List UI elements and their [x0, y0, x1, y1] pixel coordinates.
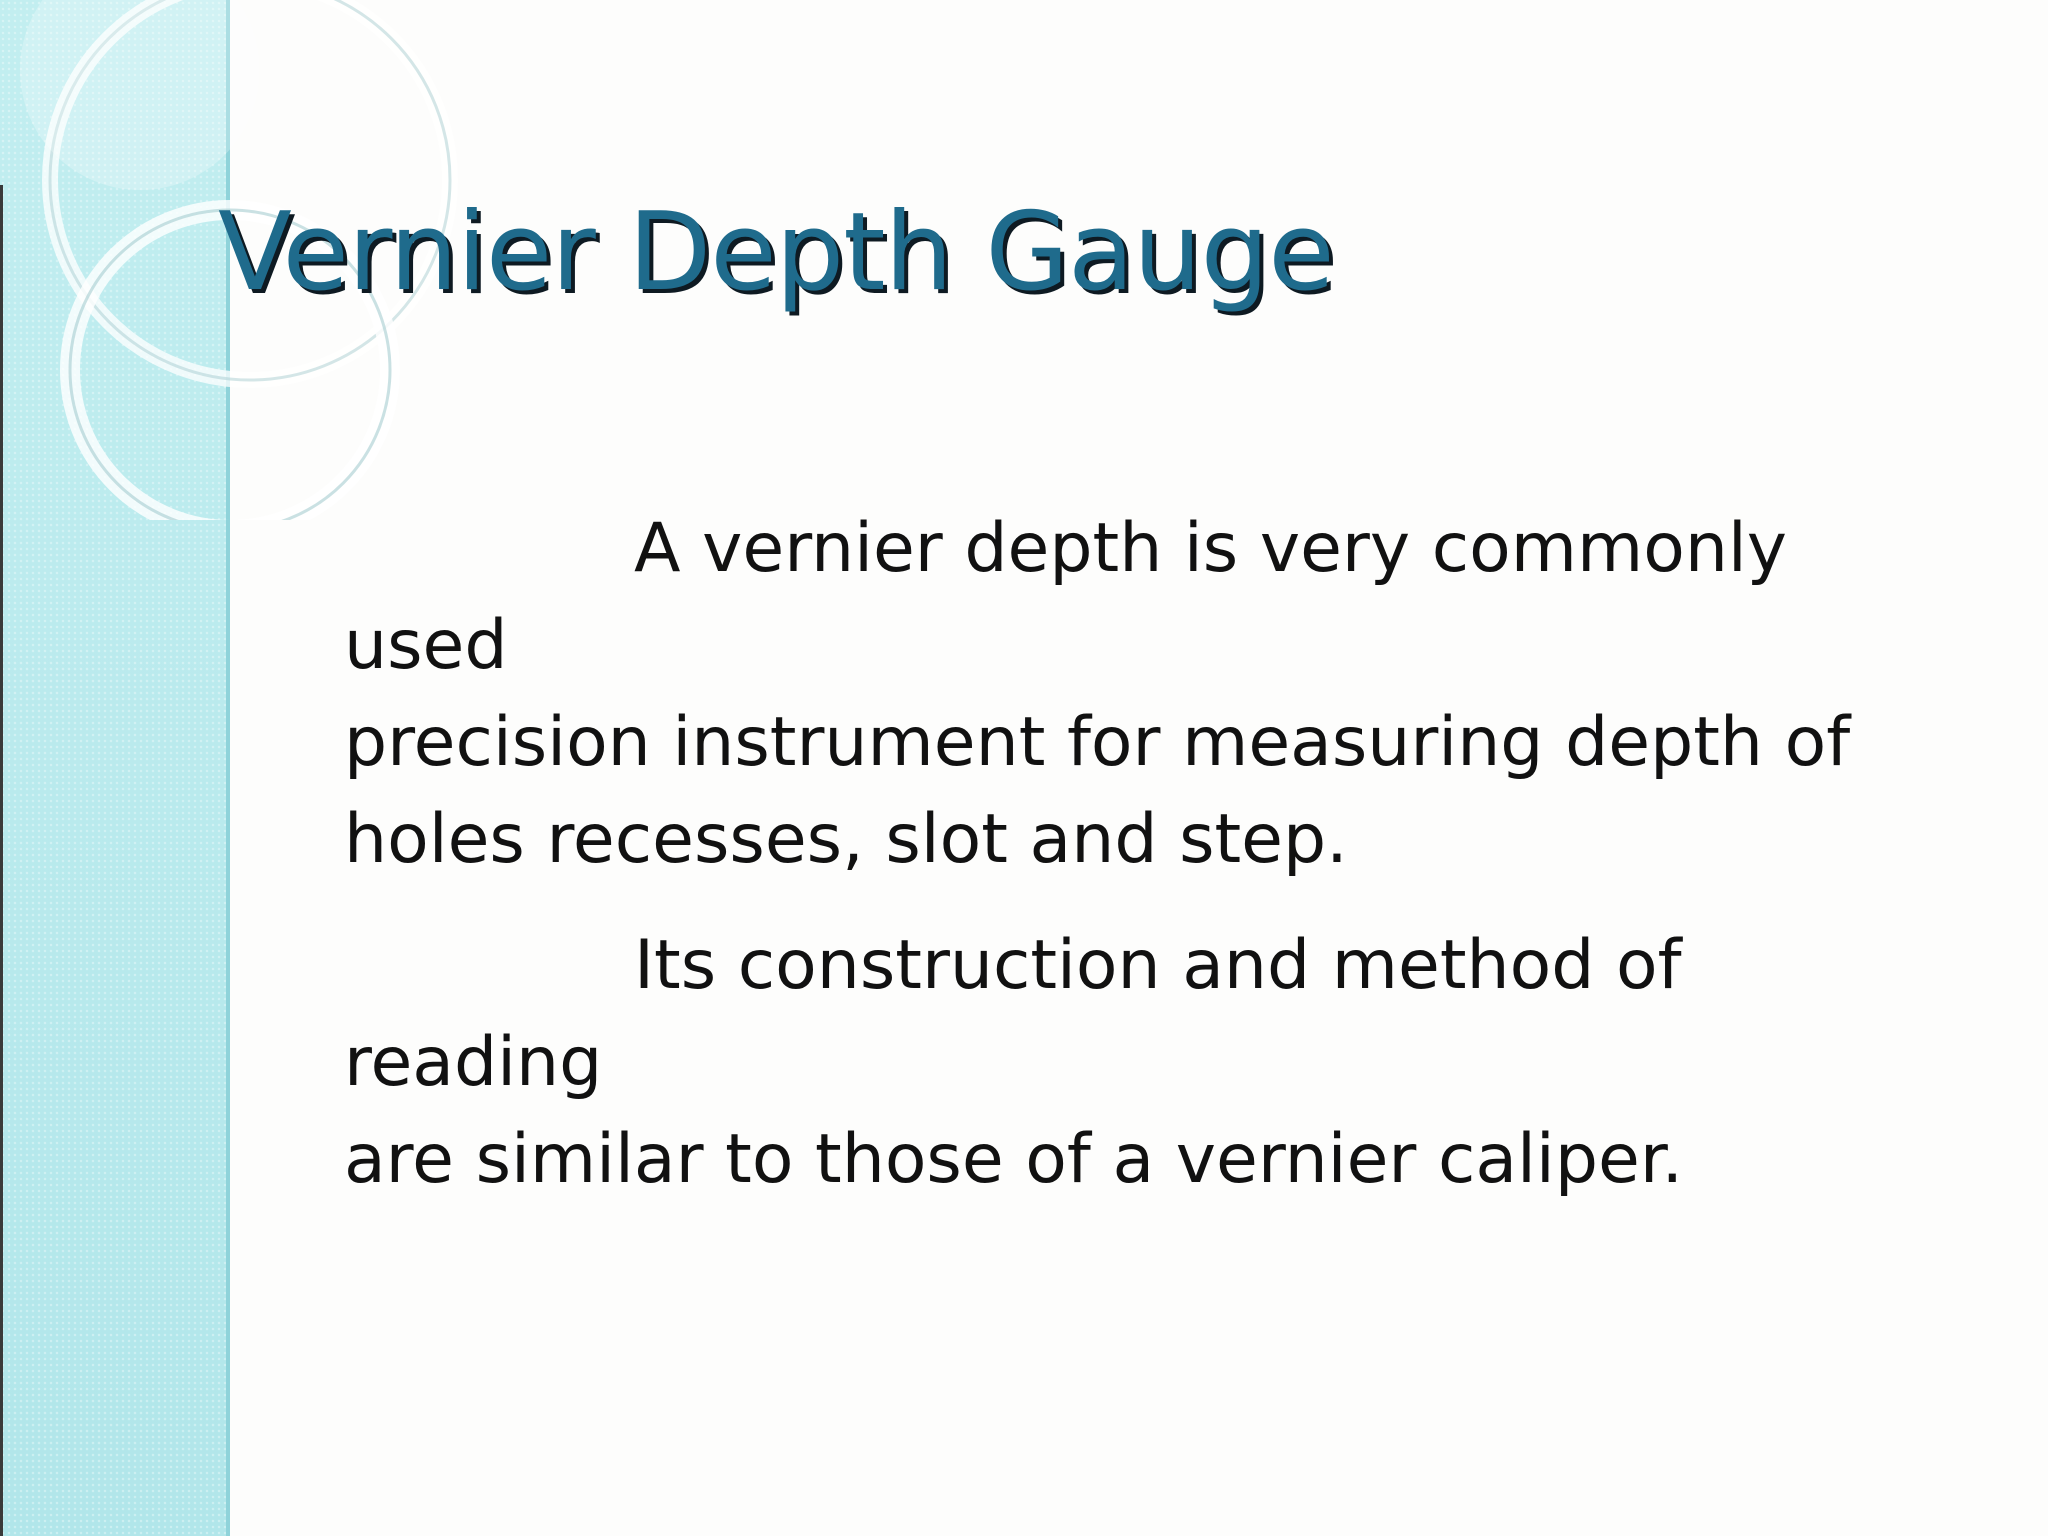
side-band-decoration: [0, 0, 230, 1536]
paragraph-2: [344, 917, 1944, 1208]
paragraph-1-line-3: holes recesses, slot and step.: [344, 800, 1348, 879]
paragraph-1-line-1: A vernier depth is very commonly used: [344, 509, 1788, 685]
paragraph-2-line-1: Its construction and method of reading: [344, 926, 1682, 1102]
paragraph-1-line-2: precision instrument for measuring depth of: [344, 703, 1851, 782]
paragraph-1: [344, 500, 1944, 888]
paragraph-2-line-2: are similar to those of a vernier caliper.: [344, 1120, 1684, 1199]
slide-title: Vernier Depth Gauge: [218, 190, 1334, 315]
side-band-edge-line: [0, 185, 3, 1536]
